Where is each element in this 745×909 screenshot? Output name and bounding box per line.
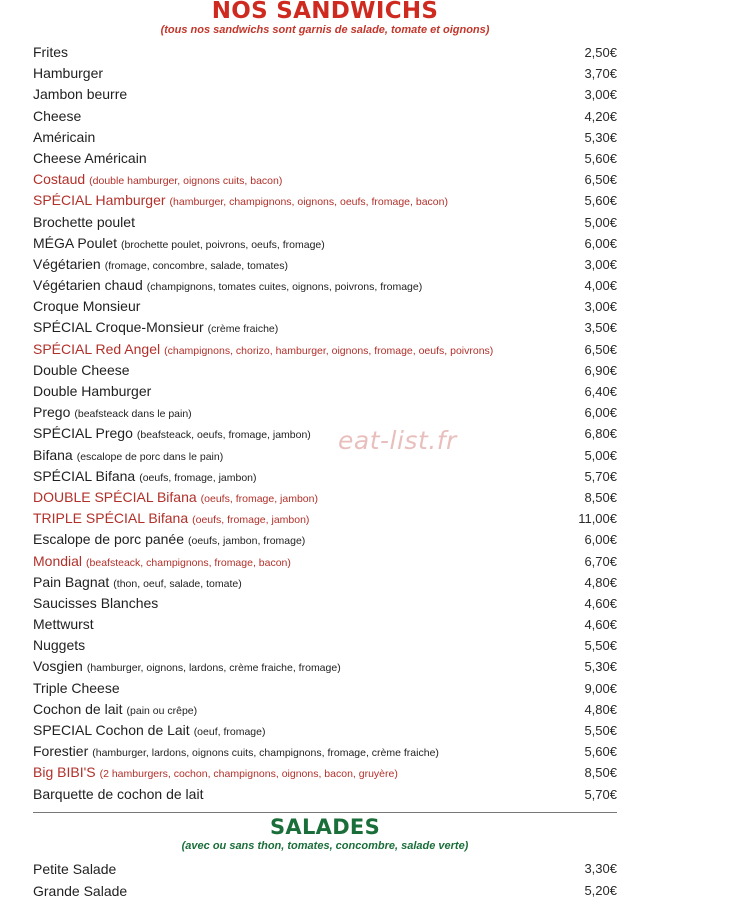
- menu-item: [33, 762, 617, 783]
- item-price: 4,60€: [584, 617, 617, 633]
- menu-item: [33, 402, 617, 423]
- item-price: 3,00€: [584, 299, 617, 315]
- item-name: Croque Monsieur: [33, 298, 141, 315]
- item-price: 6,00€: [584, 235, 617, 251]
- item-price: 6,70€: [584, 553, 617, 569]
- menu-item: [33, 635, 617, 656]
- menu-item: [33, 212, 617, 233]
- item-name: Barquette de cochon de lait: [33, 785, 204, 802]
- item-name: Américain: [33, 128, 96, 145]
- item-name: Brochette poulet: [33, 213, 135, 230]
- menu-item: [33, 423, 617, 444]
- item-price: 5,30€: [584, 659, 617, 675]
- sandwichs-subtitle: (tous nos sandwichs sont garnis de salade, tomate et oignons): [160, 24, 490, 36]
- item-price: 5,70€: [584, 468, 617, 484]
- item-price: 6,50€: [584, 172, 617, 188]
- item-name: Costaud: [33, 171, 86, 188]
- item-description: (brochette poulet, poivrons, oeufs, fromage): [121, 238, 325, 251]
- item-price: 5,50€: [584, 638, 617, 654]
- menu-item: [33, 275, 617, 296]
- item-name: SPÉCIAL Hamburger: [33, 192, 166, 209]
- item-price: 6,90€: [584, 362, 617, 378]
- item-name: Triple Cheese: [33, 679, 120, 696]
- item-price: 4,60€: [584, 595, 617, 611]
- item-price: 6,80€: [584, 426, 617, 442]
- item-name: Jambon beurre: [33, 86, 128, 103]
- menu-item: [33, 127, 617, 148]
- menu-item: [33, 699, 617, 720]
- salades-subtitle: (avec ou sans thon, tomates, concombre, salade verte): [181, 840, 469, 852]
- item-name: SPÉCIAL Bifana: [33, 467, 136, 484]
- item-name: Pain Bagnat: [33, 573, 110, 590]
- item-price: 4,20€: [584, 108, 617, 124]
- item-price: 6,40€: [584, 384, 617, 399]
- item-price: 3,30€: [584, 861, 617, 876]
- item-price: 8,50€: [584, 765, 617, 781]
- item-name: Double Hamburger: [33, 383, 152, 399]
- item-name: Cheese Américain: [33, 149, 147, 166]
- menu-item: [33, 593, 617, 614]
- item-description: (hamburger, oignons, lardons, crème fraiche, fromage): [86, 662, 341, 675]
- item-description: (crème fraiche): [207, 323, 279, 336]
- item-name: Double Cheese: [33, 361, 130, 378]
- item-price: 9,00€: [584, 680, 617, 696]
- item-price: 4,80€: [584, 574, 617, 590]
- menu-item: [33, 720, 617, 741]
- menu-item: [33, 551, 617, 572]
- item-name: SPECIAL Cochon de Lait: [33, 722, 190, 738]
- item-price: 5,00€: [584, 214, 617, 230]
- item-name: SPÉCIAL Prego: [33, 425, 133, 442]
- section-divider: [33, 812, 617, 813]
- menu-item: [33, 487, 617, 508]
- item-price: 5,00€: [584, 447, 617, 463]
- item-description: (2 hamburgers, cochon, champignons, oignons, bacon, gruyère): [99, 768, 398, 781]
- menu-item: [33, 678, 617, 699]
- item-name: Cheese: [33, 107, 82, 124]
- menu-item: [33, 169, 617, 190]
- item-description: (double hamburger, oignons cuits, bacon): [89, 175, 283, 188]
- sandwichs-title: NOS SANDWICHS: [211, 0, 439, 24]
- salad-item: [33, 858, 617, 880]
- item-name: SPÉCIAL Red Angel: [33, 340, 161, 357]
- item-name: Mettwurst: [33, 616, 94, 633]
- item-name: Vosgien: [33, 658, 83, 675]
- item-price: 2,50€: [584, 45, 617, 60]
- item-name: Saucisses Blanches: [33, 594, 159, 611]
- item-name: Nuggets: [33, 637, 86, 654]
- salad-item: [33, 880, 617, 902]
- item-description: (champignons, chorizo, hamburger, oignons, fromage, oeufs, poivrons): [164, 344, 494, 357]
- item-name: Végétarien chaud: [33, 277, 143, 294]
- sandwich-list: [33, 42, 617, 805]
- menu-item: [33, 296, 617, 317]
- menu-item: [33, 656, 617, 677]
- menu-item: [33, 572, 617, 593]
- item-price: 4,80€: [584, 701, 617, 717]
- menu-item: [33, 466, 617, 487]
- item-description: (hamburger, champignons, oignons, oeufs, fromage, bacon): [169, 196, 448, 209]
- item-price: 3,70€: [584, 66, 617, 82]
- item-name: Escalope de porc panée: [33, 531, 184, 548]
- menu-item: [33, 63, 617, 84]
- item-description: (beafsteack dans le pain): [74, 408, 192, 421]
- item-price: 5,60€: [584, 744, 617, 760]
- item-name: Grande Salade: [33, 883, 128, 899]
- item-name: MÉGA Poulet: [33, 234, 118, 251]
- item-price: 5,70€: [584, 786, 617, 802]
- item-price: 4,00€: [584, 278, 617, 294]
- item-name: Mondial: [33, 552, 83, 569]
- item-name: Cochon de lait: [33, 700, 123, 717]
- menu-item: [33, 508, 617, 529]
- menu-item: [33, 381, 617, 402]
- menu-item: [33, 445, 617, 466]
- item-price: 3,00€: [584, 256, 617, 272]
- item-price: 8,50€: [584, 489, 617, 505]
- salades-title: SALADES: [269, 815, 380, 839]
- item-description: (hamburger, lardons, oignons cuits, champignons, fromage, crème fraiche): [92, 747, 439, 760]
- menu-item: [33, 317, 617, 338]
- menu-item: [33, 106, 617, 127]
- item-price: 6,00€: [584, 532, 617, 548]
- item-price: 3,00€: [584, 87, 617, 103]
- menu-item: [33, 254, 617, 275]
- item-description: (oeufs, jambon, fromage): [188, 535, 306, 548]
- item-price: 5,20€: [584, 883, 617, 898]
- item-description: (beafsteack, champignons, fromage, bacon): [86, 556, 291, 569]
- menu-item: [33, 190, 617, 211]
- item-name: TRIPLE SPÉCIAL Bifana: [33, 510, 189, 527]
- menu-item: [33, 233, 617, 254]
- menu-item: [33, 339, 617, 360]
- item-name: DOUBLE SPÉCIAL Bifana: [33, 488, 197, 505]
- item-name: Big BIBI'S: [33, 764, 96, 781]
- item-price: 6,00€: [584, 405, 617, 421]
- item-description: (fromage, concombre, salade, tomates): [104, 259, 288, 272]
- item-price: 5,30€: [584, 129, 617, 145]
- item-description: (oeufs, fromage, jambon): [192, 514, 310, 527]
- salad-list: [33, 858, 617, 902]
- item-name: SPÉCIAL Croque-Monsieur: [33, 319, 204, 336]
- item-name: Prego: [33, 404, 71, 421]
- item-price: 6,50€: [584, 341, 617, 357]
- item-name: Végétarien: [33, 255, 101, 272]
- menu-item: [33, 614, 617, 635]
- item-name: Frites: [33, 44, 68, 60]
- item-price: 5,60€: [584, 150, 617, 166]
- watermark: eat-list.fr: [338, 426, 457, 455]
- menu-item: [33, 529, 617, 550]
- menu-item: [33, 84, 617, 105]
- item-name: Petite Salade: [33, 861, 117, 877]
- item-name: Bifana: [33, 446, 73, 463]
- menu-item: [33, 360, 617, 381]
- item-description: (oeuf, fromage): [193, 726, 266, 738]
- item-description: (champignons, tomates cuites, oignons, poivrons, fromage): [146, 281, 423, 294]
- item-description: (oeufs, fromage, jambon): [200, 492, 318, 505]
- item-price: 5,50€: [584, 723, 617, 738]
- item-description: (escalope de porc dans le pain): [76, 450, 224, 463]
- item-price: 11,00€: [578, 511, 617, 527]
- item-description: (thon, oeuf, salade, tomate): [113, 577, 242, 590]
- item-price: 5,60€: [584, 193, 617, 209]
- item-description: (pain ou crêpe): [126, 704, 198, 717]
- menu-item: [33, 741, 617, 762]
- menu-item: [33, 42, 617, 63]
- item-price: 3,50€: [584, 320, 617, 336]
- menu-item: [33, 148, 617, 169]
- item-description: (beafsteack, oeufs, fromage, jambon): [136, 429, 311, 442]
- item-name: Hamburger: [33, 65, 104, 82]
- menu-item: [33, 784, 617, 805]
- item-description: (oeufs, fromage, jambon): [139, 471, 257, 484]
- item-name: Forestier: [33, 743, 89, 760]
